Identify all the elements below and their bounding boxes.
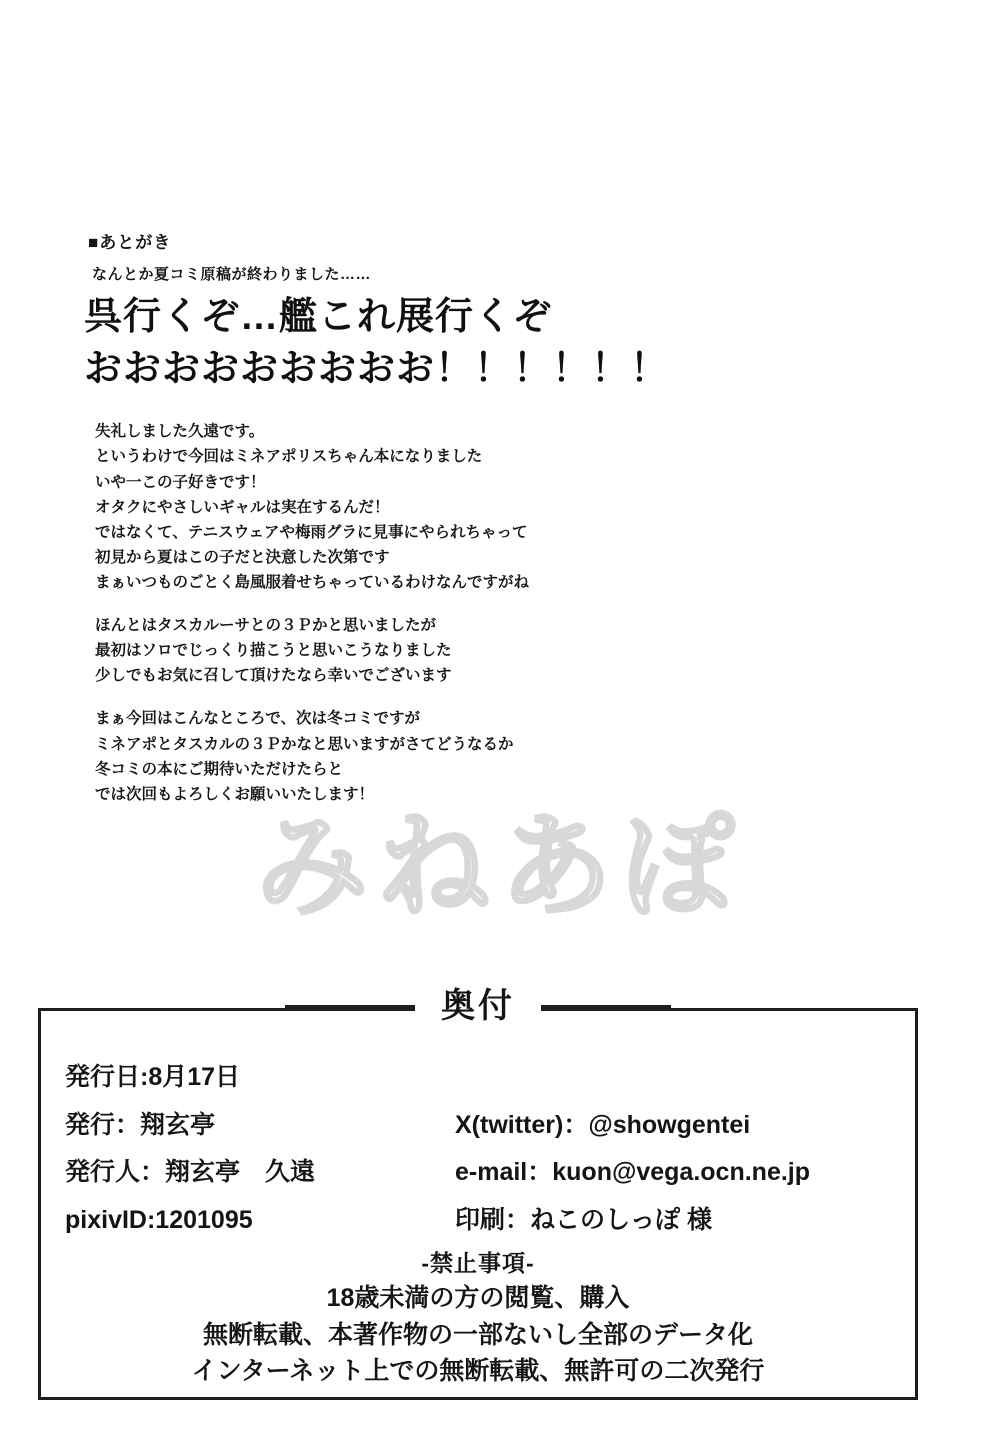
watermark-logo: みねあぽ: [256, 804, 744, 929]
afterword-p2-line-3: 少しでもお気に召して頂けたなら幸いでございます: [95, 667, 452, 685]
prohibition-title: -禁止事項-: [421, 1250, 535, 1276]
afterword-heading: ■あとがき: [88, 233, 172, 252]
prohibition-line-1: 18歳未満の方の閲覧、購入: [326, 1284, 630, 1313]
colophon-title: 奥付: [415, 986, 541, 1027]
afterword-section: [84, 228, 928, 807]
afterword-paragraph-1: [95, 419, 928, 595]
prohibition-line-2: 無断転載、本著作物の一部ないし全部のデータ化: [202, 1320, 753, 1349]
prohibition-notice: [41, 1247, 915, 1389]
afterword-p1-line-1: 失礼しました久遠です。: [95, 423, 265, 441]
afterword-p3-line-4: では次回もよろしくお願いいたします！: [95, 785, 375, 803]
colophon-publish-date: 発行日:8月17日: [65, 1063, 241, 1091]
afterword-paragraph-2: [95, 613, 928, 688]
colophon-twitter[interactable]: X(twitter)：@showgentei: [455, 1110, 751, 1139]
afterword-p1-line-5: ではなくて、テニスウェアや梅雨グラに見事にやられちゃって: [95, 523, 528, 541]
colophon-pixiv-id[interactable]: pixivID:1201095: [65, 1205, 253, 1234]
colophon-publisher-person: 発行人：翔玄亭 久遠: [65, 1158, 316, 1186]
colophon-rule-left: [285, 1005, 415, 1008]
afterword-p1-line-7: まぁいつものごとく島風服着せちゃっているわけなんですがね: [95, 574, 530, 591]
afterword-p1-line-6: 初見から夏はこの子だと決意した次第です: [95, 548, 390, 566]
afterword-paragraph-3: [95, 706, 928, 806]
prohibition-line-3: インターネット上での無断転載、無許可の二次発行: [191, 1356, 765, 1385]
afterword-shout-line-2: おおおおおおおおお！！！！！！: [84, 347, 670, 390]
afterword-shout-line-1: 呉行くぞ…艦これ展行くぞ: [84, 296, 553, 338]
afterword-p3-line-2: ミネアポとタスカルの３Ｐかなと思いますがさてどうなるか: [95, 735, 514, 753]
colophon-email[interactable]: e-mail：kuon@vega.ocn.ne.jp: [455, 1158, 811, 1186]
colophon-box: [38, 987, 918, 1400]
afterword-p2-line-1: ほんとはタスカルーサとの３Ｐかと思いましたが: [95, 617, 437, 635]
afterword-p2-line-2: 最初はソロでじっくり描こうと思いこうなりました: [95, 642, 452, 660]
colophon-rule-right: [541, 1005, 671, 1008]
afterword-p1-line-4: オタクにやさしいギャルは実在するんだ！: [95, 498, 390, 516]
colophon-printer: 印刷：ねこのしっぽ 様: [455, 1205, 712, 1234]
colophon-title-row: [41, 986, 915, 1027]
afterword-body: [95, 419, 928, 807]
afterword-shout: [84, 292, 928, 395]
afterword-p1-line-2: というわけで今回はミネアポリスちゃん本になりました: [95, 448, 483, 466]
afterword-p3-line-3: 冬コミの本にご期待いただけたらと: [95, 760, 344, 778]
afterword-p1-line-3: いや一この子好きです！: [95, 473, 266, 491]
colophon-entries: [65, 1059, 891, 1239]
colophon-publisher: 発行：翔玄亭: [65, 1110, 216, 1139]
afterword-p3-line-1: まぁ今回はこんなところで、次は冬コミですが: [95, 710, 421, 728]
afterword-subheading: なんとか夏コミ原稿が終わりました……: [92, 266, 372, 283]
